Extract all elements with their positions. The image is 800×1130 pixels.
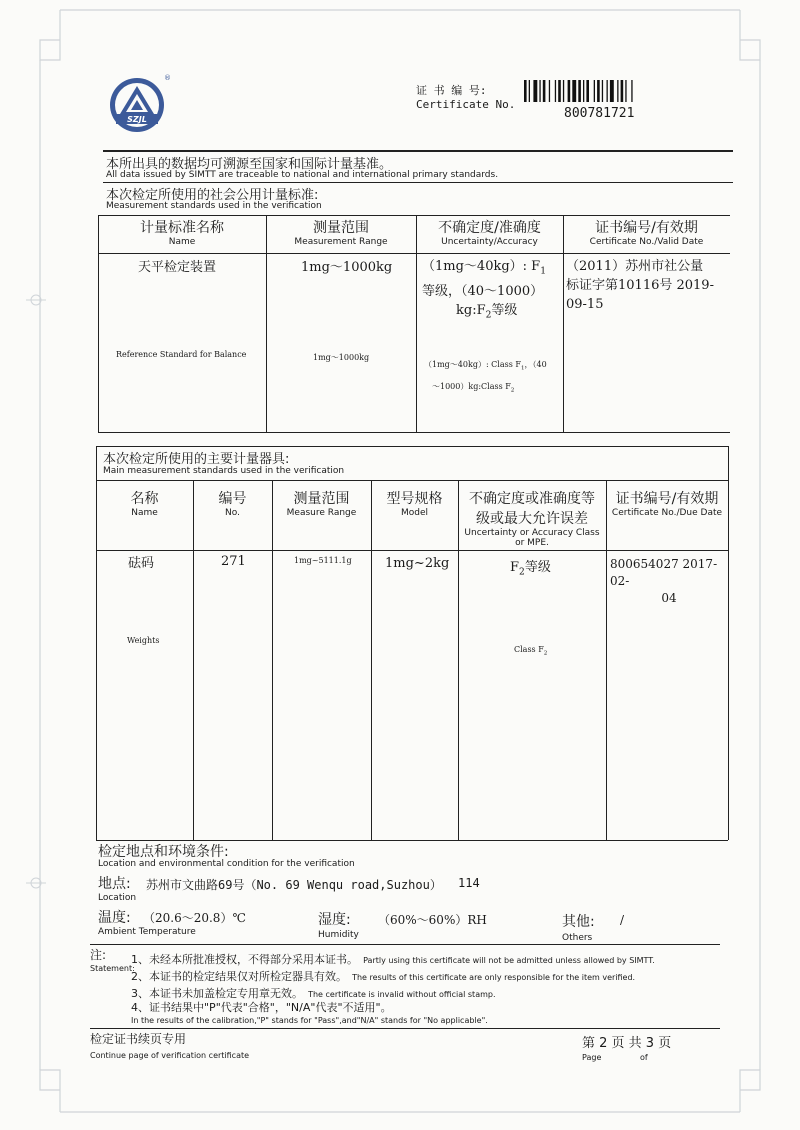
table-border [266, 215, 267, 432]
note-item-4-en: In the results of the calibration,"P" stands for "Pass",and"N/A" stands for "No applicable". [131, 1016, 488, 1025]
location-label-en: Location [98, 893, 137, 903]
note-item-4-cn: 4、证书结果中"P"代表"合格"，"N/A"代表"不适用"。 [131, 1001, 392, 1014]
table-border [728, 446, 729, 840]
header-uncertainty: 不确定度/准确度 Uncertainty/Accuracy [438, 220, 541, 247]
humidity-label-en: Humidity [318, 930, 359, 940]
instrument-accuracy-en: Class $F_2$ [514, 645, 548, 657]
continue-page-cn: 检定证书续页专用 [90, 1032, 187, 1046]
divider [103, 182, 733, 183]
divider [90, 1028, 720, 1029]
instrument-range: 1mg~5111.1g [294, 556, 352, 565]
table-border [606, 480, 607, 840]
table-border [371, 480, 372, 840]
logo-text: SZJL [127, 115, 147, 124]
table-border [272, 480, 273, 840]
instrument-name-cn: 砝码 [128, 556, 155, 571]
standard-uncertainty-en: （1mg～40kg）: Class $F_1$，（40 ～1000）kg:Class $F_2$ [424, 360, 547, 394]
humidity-label: 湿度: [318, 912, 351, 928]
location-address: 苏州市文曲路69号（No. 69 Wenqu road,Suzhou） [146, 878, 442, 892]
standard-certificate: （2011）苏州市社公量 标证字第10116号 2019- 09-15 [566, 259, 714, 312]
cert-no-value: 800781721 [564, 106, 635, 121]
header-certificate: 证书编号/有效期 Certificate No./Due Date [611, 491, 723, 518]
szjl-logo [108, 74, 171, 134]
divider [103, 150, 733, 152]
header-name: 计量标准名称 Name [140, 220, 224, 247]
registered-mark-icon: ® [164, 74, 171, 82]
location-title-cn: 检定地点和环境条件: [98, 844, 229, 860]
temperature-label: 温度: [98, 910, 131, 926]
table-border [416, 215, 417, 432]
instrument-model: 1mg~2kg [385, 556, 450, 571]
instrument-number: 271 [221, 554, 246, 569]
table-border [193, 480, 194, 840]
public-standards-title-cn: 本次检定所使用的社会公用计量标准: [106, 188, 319, 203]
table-border [98, 432, 730, 433]
others-label-en: Others [562, 933, 593, 943]
note-item-3: 3、本证书未加盖检定专用章无效。 The certificate is invalid without official stamp. [131, 987, 496, 1000]
temperature-label-en: Ambient Temperature [98, 927, 196, 937]
logo-emblem-icon [108, 76, 166, 134]
table-border [96, 480, 728, 481]
header-range: 测量范围 Measure Range [286, 491, 357, 518]
cert-no-label-cn: 证 书 编 号: [416, 84, 487, 97]
table-border [563, 215, 564, 432]
table-border [96, 446, 728, 447]
header-number: 编号 No. [218, 491, 247, 518]
page-label-en: Page [582, 1053, 602, 1062]
traceability-en: All data issued by SIMTT are traceable to national and international primary standards. [106, 170, 499, 180]
page-number-cn: 第 2 页 共 3 页 [582, 1036, 672, 1051]
standard-name-en: Reference Standard for Balance [116, 350, 247, 359]
header-certificate: 证书编号/有效期 Certificate No./Valid Date [589, 220, 704, 247]
others-label: 其他: [562, 914, 595, 930]
instrument-certificate: 800654027 2017-02- 04 [610, 557, 718, 605]
location-room: 114 [458, 876, 480, 890]
header-accuracy: 不确定度或准确度等 级或最大允许误差 Uncertainty or Accuracy Class or MPE. [464, 491, 600, 548]
header-name: 名称 Name [130, 491, 159, 518]
public-standards-title-en: Measurement standards used in the verification [106, 201, 322, 211]
notes-label-en: Statement: [90, 964, 135, 973]
table-border [98, 215, 99, 432]
main-standards-title-cn: 本次检定所使用的主要计量器具: [103, 452, 290, 467]
of-label-en: of [640, 1053, 648, 1062]
note-item-2: 2、本证书的检定结果仅对所检定器具有效。 The results of this certificate are only responsible for the item verified. [131, 970, 636, 983]
standard-range-cn: 1mg～1000kg [301, 260, 393, 275]
header-model: 型号规格 Model [386, 491, 443, 518]
table-border [96, 550, 728, 551]
standard-range-en: 1mg～1000kg [313, 353, 370, 362]
location-title-en: Location and environmental condition for the verification [98, 859, 355, 869]
continue-page-en: Continue page of verification certificate [90, 1051, 250, 1060]
barcode [524, 80, 684, 102]
divider [90, 944, 720, 945]
standard-name-cn: 天平检定装置 [138, 260, 217, 275]
temperature-value: （20.6～20.8）℃ [143, 911, 246, 925]
table-border [98, 253, 730, 254]
humidity-value: （60%～60%）RH [378, 913, 487, 927]
traceability-cn: 本所出具的数据均可溯源至国家和国际计量基准。 [106, 157, 393, 172]
cert-no-label-en: Certificate No. [416, 98, 516, 111]
table-border [98, 215, 730, 216]
others-value: / [620, 913, 625, 927]
notes-label-cn: 注: [90, 948, 107, 962]
main-standards-title-en: Main measurement standards used in the verification [103, 466, 345, 476]
note-item-1: 1、未经本所批准授权，不得部分采用本证书。 Partly using this certificate will not be admitted unless allowed by SIMTT. [131, 953, 655, 966]
standard-uncertainty-cn: （1mg～40kg）: $F_1$ 等级，（40～1000） $kg:F_2$等级 [422, 259, 546, 321]
header-range: 测量范围 Measurement Range [294, 220, 388, 247]
location-label: 地点: [98, 876, 131, 892]
instrument-name-en: Weights [127, 636, 160, 645]
instrument-accuracy-cn: $F_2$等级 [510, 560, 551, 578]
